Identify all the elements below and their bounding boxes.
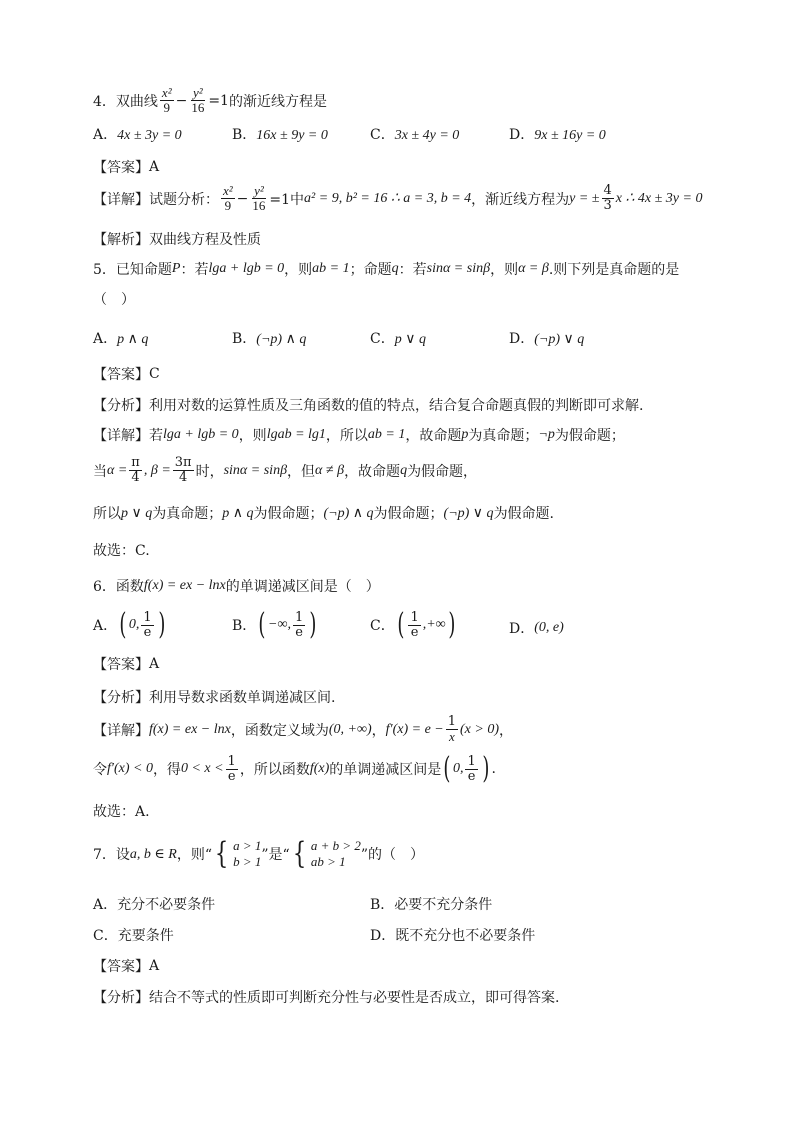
q7-option-d-text: 既不充分也不必要条件 [395,928,536,944]
q4-detail-frac1 [221,184,235,213]
q5-cond2: ab = 1 [312,261,350,276]
q7-option-c[interactable] [93,925,174,945]
q5-number: 5． [93,262,116,278]
q5-cond3: sinα = sinβ [426,261,491,276]
q5-d2-math-3: sinα = sinβ [223,462,288,478]
q5-p: P [171,261,181,276]
detail-tag: 【详解】 [93,428,149,444]
q4-frac1 [160,86,174,115]
q4-frac1-den: 9 [163,100,170,115]
q5-answer-value: C [149,366,160,382]
q4-frac2 [189,86,206,115]
q6-d1-math: f(x) = ex − lnx [149,721,231,737]
left-paren: ( [443,751,451,786]
right-paren: ) [157,607,165,642]
q5-d1-math-4: p [461,427,469,442]
q4-detail-math-3: x ∴ 4x ± 3y = 0 [615,191,703,206]
q5-stem-text-6: ，则 [490,262,519,278]
q6-d2-text-2: ，得 [152,762,181,778]
q5-d1-text-4: ，故命题 [405,428,462,444]
q5-d3-text-3: 为假命题； [253,506,324,522]
q5-d1-text: 若 [149,428,163,444]
q7-sys1 [233,838,261,870]
q6-d2-frac-num: 1 [227,753,236,769]
q5-option-d-label: D． [509,331,535,347]
q7-stem-text-4: ”的（ ） [360,847,425,863]
q6-d1-text: ，函数定义域为 [230,722,329,739]
answer-tag: 【答案】 [93,160,149,176]
q4-analysis-text: 双曲线方程及性质 [149,232,261,248]
q5-option-d[interactable] [509,328,584,348]
q5-d1-text-3: ，所以 [325,428,368,444]
q5-cond1: lga + lgb = 0 [208,261,285,276]
fenxi-tag: 【分析】 [93,690,149,706]
q5-answer [93,364,160,384]
q6-d2-text-3: ，所以函数 [239,762,310,778]
q4-answer-value: A [149,159,160,175]
right-paren: ) [309,607,317,642]
q5-stem-text-3: ，则 [284,262,313,278]
q4-detail-frac2 [250,184,267,213]
q5-option-c-text: p ∨ q [394,332,426,347]
q6-option-d[interactable] [509,618,564,638]
q6-d2-frac-den: e [227,768,236,784]
q5-detail-line2 [93,456,477,485]
q5-d1-math-5: ¬p [538,427,555,442]
q5-d1-math-2: lgab = lg1 [266,427,326,442]
q5-option-a-label: A． [93,331,118,347]
q5-option-c-label: C． [370,331,395,347]
q4-detail-frac3-num: 4 [603,183,612,198]
q6-d2-math-2: 0 < x < [180,761,224,776]
q5-option-c[interactable] [370,328,426,348]
q6-d2-math-4: 0, [452,761,464,776]
q7-option-a-label: A． [93,897,118,913]
q6-d1-text-3: ， [499,722,514,739]
q5-option-a-text: p ∧ q [117,332,149,347]
answer-tag: 【答案】 [93,657,149,673]
q5-d3-math-3: (¬p) ∧ q [323,505,374,521]
q4-eq-tail: =1 [208,92,229,109]
q6-option-d-text: (0, e) [534,620,564,635]
q5-detail-line3 [93,503,554,523]
q7-fenxi-text: 结合不等式的性质即可判断充分性与必要性是否成立，即可得答案. [149,990,560,1006]
q5-d2-frac1-num: π [131,455,140,470]
left-paren: ( [397,607,405,642]
q5-paren [93,289,135,309]
q4-minus: − [175,92,188,109]
q6-option-a-den: e [143,624,152,640]
q5-option-b[interactable] [232,328,306,348]
q7-stem-text-3: ”是“ [261,847,290,863]
q5-d2-frac2 [173,456,194,485]
q7-fenxi [93,987,559,1007]
q7-stem-text: 设 [115,847,130,863]
left-paren: ( [258,607,266,642]
q6-option-b-label: B． [232,618,257,634]
q4-detail-frac1-num: x² [223,183,233,198]
q5-d2-math-5: q [400,462,408,478]
q4-detail-frac2-den: 16 [252,198,266,213]
q6-answer-value: A [149,656,160,672]
q6-option-d-label: D． [509,621,535,637]
q4-option-d[interactable] [509,124,606,144]
fenxi-tag: 【分析】 [93,990,149,1006]
q4-option-c-text: 3x ± 4y = 0 [394,128,460,143]
q6-detail-line1 [93,715,513,744]
detail-tag: 【详解】 [93,191,149,208]
q5-q: q [391,261,399,276]
q5-paren-text: （ ） [93,292,135,308]
q6-stem-text: 函数 [115,579,144,595]
q5-stem-text-4: ；命题 [349,262,392,278]
q5-stem-text: 已知命题 [115,262,172,278]
left-brace: { [292,836,306,871]
q5-d1-math-3: ab = 1 [367,427,406,442]
q7-option-b-text: 必要不充分条件 [394,897,493,913]
q6-option-b-den: e [295,624,303,640]
q6-d2-frac [226,755,238,784]
q6-option-c[interactable] [370,607,457,642]
q5-option-d-text: (¬p) ∨ q [534,332,585,347]
q4-option-b-label: B． [232,127,257,143]
q7-sys2-a: a + b > 2 [310,838,361,853]
q6-detail-line2 [93,751,496,786]
q4-option-b[interactable] [232,124,328,144]
q6-d2-math: f′(x) < 0 [107,761,153,776]
q6-func: f(x) = ex − lnx [143,578,226,593]
q5-d3-math: p ∨ q [121,505,153,521]
q5-d2-text-4: ，故命题 [344,463,401,480]
q5-stem [93,259,679,279]
q6-d1-math-2: (0, +∞) [328,721,372,737]
q5-d2-math-2: , β = [143,462,171,478]
q6-option-c-den: e [410,624,419,640]
q4-answer [93,157,159,177]
q7-sys2-b: ab > 1 [310,854,346,869]
q5-d2-math-4: α ≠ β [315,462,345,478]
q4-detail-math: a² = 9, b² = 16 ∴ a = 3, b = 4 [304,191,472,206]
q7-stem-text-2: ，则“ [176,847,213,863]
q5-stem-text-2: ：若 [180,262,209,278]
q4-detail-text-3: ，渐近线方程为 [471,191,570,208]
q7-answer [93,956,159,976]
q6-d1-math-3: f′(x) = e − [385,721,444,737]
q7-set: a, b ∈ R [129,846,177,862]
q5-d2-frac2-num: 3π [174,455,192,470]
q5-d3-text-2: 为真命题； [152,506,223,522]
q6-choose [93,801,150,821]
q4-detail-text-2: =1中 [269,191,305,208]
q6-d1-math-4: (x > 0) [460,721,500,737]
q6-option-c-label: C． [370,618,395,634]
q5-d1-math: lga + lgb = 0 [163,427,239,442]
q6-stem [93,576,380,596]
q6-d2-math-3: f(x) [309,761,330,776]
q6-option-b-left: −∞, [268,617,291,632]
q6-d1-frac-den: x [448,729,455,744]
q5-d3-text: 所以 [93,506,121,522]
q4-stem-text-2: 的渐近线方程是 [228,93,327,110]
q4-option-c[interactable] [370,124,459,144]
q4-option-b-text: 16x ± 9y = 0 [256,128,328,143]
q7-sys2 [311,838,361,870]
q5-option-a[interactable] [93,328,148,348]
q7-option-d-label: D． [370,928,396,944]
detail-tag: 【详解】 [93,722,149,739]
q6-choose-text: 故选：A. [93,804,150,820]
q4-detail-minus: − [236,190,249,207]
q5-stem-text-7: .则下列是真命题的是 [548,262,680,278]
q6-d2-frac-2-num: 1 [467,753,476,769]
q5-cond4: α = β [518,261,549,276]
q5-choose [93,540,150,560]
q6-d1-text-2: ， [371,722,386,739]
q5-d2-frac1-den: 4 [131,470,140,485]
q7-number: 7． [93,847,116,863]
q7-option-d[interactable] [370,925,535,945]
q7-option-c-text: 充要条件 [117,928,174,944]
q7-option-c-label: C． [93,928,118,944]
q5-d3-math-4: (¬p) ∨ q [443,505,494,521]
q5-d2-text-3: ，但 [287,463,316,480]
left-paren: ( [119,607,127,642]
answer-tag: 【答案】 [93,959,149,975]
q6-option-a-frac [141,611,153,640]
q6-d2-text-5: . [491,761,496,777]
q6-option-a-left: 0, [128,617,140,632]
q5-d1-text-6: 为假命题； [554,428,625,444]
q6-fenxi [93,687,335,707]
q6-answer [93,654,159,674]
fenxi-tag: 【分析】 [93,398,149,414]
q7-option-b[interactable] [370,894,492,914]
q4-number: 4． [93,93,116,110]
q7-sys1-b: b > 1 [233,854,262,869]
q6-option-a[interactable] [93,607,167,642]
q6-d2-frac-2-den: e [467,768,476,784]
q6-option-b-num: 1 [294,609,304,625]
q4-detail-frac3 [602,184,614,213]
q4-stem [93,86,327,115]
q6-d2-frac-2 [465,755,477,784]
q6-option-c-frac [408,611,420,640]
q5-d2-math: α = [107,462,128,478]
q4-option-a-label: A． [93,127,118,143]
right-paren: ) [482,751,490,786]
q6-d2-text: 令 [93,762,107,778]
q5-d2-frac2-den: 4 [179,470,188,485]
q4-detail [93,184,702,213]
q5-option-b-label: B． [232,331,257,347]
q4-frac2-num: y² [192,85,203,100]
q4-option-a[interactable] [93,124,182,144]
answer-tag: 【答案】 [93,367,149,383]
q7-stem [93,838,424,870]
left-brace: { [214,836,229,871]
q4-option-c-label: C． [370,127,395,143]
q7-sys1-a: a > 1 [233,838,262,853]
analysis-tag: 【解析】 [93,232,149,248]
q6-stem-text-2: 的单调递减区间是（ ） [225,579,380,595]
q6-option-a-label: A． [93,618,118,634]
q5-option-b-text: (¬p) ∧ q [256,332,307,347]
q4-option-d-text: 9x ± 16y = 0 [534,128,606,143]
q5-d3-math-2: p ∧ q [222,505,254,521]
q6-option-c-num: 1 [410,609,419,625]
q6-option-c-right: ,+∞ [422,617,446,632]
q4-detail-math-2: y = ± [569,190,600,206]
q4-detail-frac3-den: 3 [603,198,612,213]
q5-fenxi [93,395,643,415]
q5-choose-text: 故选：C. [93,543,150,559]
q6-d1-frac-num: 1 [447,714,457,729]
q5-d2-text-2: 时， [195,463,224,480]
q4-detail-text: 试题分析： [149,191,219,208]
q5-d1-text-2: ，则 [238,428,267,444]
q6-number: 6． [93,579,116,595]
q5-d3-text-4: 为假命题； [373,506,444,522]
q6-option-b-frac [293,611,305,640]
q4-detail-frac2-num: y² [254,183,264,198]
q4-option-a-text: 4x ± 3y = 0 [117,128,182,143]
q5-d2-text: 当 [93,463,107,480]
q6-option-a-num: 1 [143,609,152,625]
q6-d2-text-4: 的单调递减区间是 [329,762,442,778]
q5-d3-text-5: 为假命题. [493,506,555,522]
q4-detail-frac1-den: 9 [224,198,232,213]
q5-detail-line1 [93,425,625,445]
q6-fenxi-text: 利用导数求函数单调递减区间. [149,690,336,706]
q7-option-a-text: 充分不必要条件 [117,897,216,913]
q5-d2-text-5: 为假命题， [407,463,478,480]
q4-frac1-num: x² [161,85,172,100]
q4-option-d-label: D． [509,127,535,143]
q5-d1-text-5: 为真命题； [468,428,539,444]
q7-option-b-label: B． [370,897,395,913]
q5-fenxi-text: 利用对数的运算性质及三角函数的值的特点，结合复合命题真假的判断即可求解. [149,398,644,414]
q5-d2-frac1 [129,456,142,485]
q4-analysis [93,229,261,249]
q7-answer-value: A [149,958,160,974]
q4-stem-text: 双曲线 [115,93,158,110]
q7-option-a[interactable] [93,894,215,914]
q6-d1-frac [446,715,458,744]
q4-frac2-den: 16 [191,100,205,115]
q5-stem-text-5: ：若 [398,262,427,278]
q6-option-b[interactable] [232,607,319,642]
right-paren: ) [448,607,456,642]
